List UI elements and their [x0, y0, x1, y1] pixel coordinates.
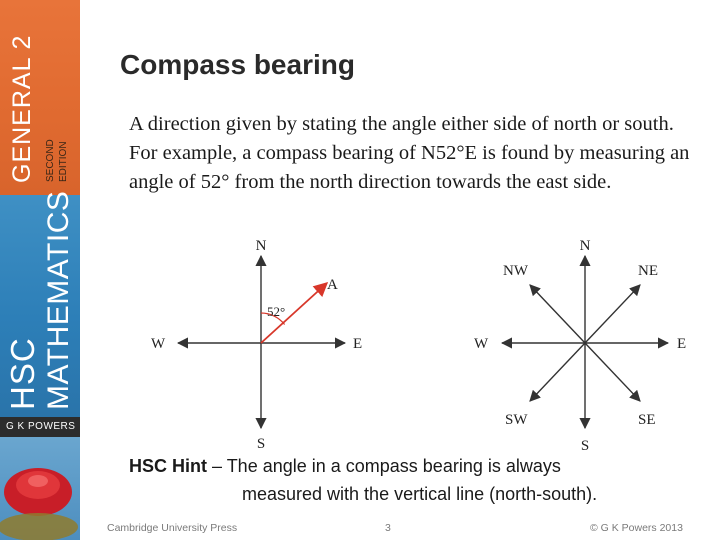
compass-se-arrow: [585, 343, 640, 401]
cover-brand-mathematics: MATHEMATICS: [42, 190, 75, 410]
compass-label-n: N: [579, 238, 591, 254]
cover-edition-line1: SECOND: [45, 139, 56, 182]
compass-label-e: E: [677, 336, 687, 352]
compass-label-w: W: [474, 336, 489, 352]
hint-lead: HSC Hint: [129, 456, 207, 476]
label-e: E: [353, 336, 363, 352]
compass-label-sw: SW: [505, 412, 528, 428]
label-w: W: [151, 336, 166, 352]
hsc-hint: [129, 452, 719, 508]
compass-label-s: S: [580, 438, 590, 454]
compass-ne-arrow: [585, 285, 640, 343]
footer-page-number: 3: [385, 522, 391, 534]
label-n: N: [255, 238, 267, 254]
label-point-a: A: [327, 277, 338, 293]
compass-label-ne: NE: [638, 263, 658, 279]
label-s: S: [256, 436, 266, 452]
slide-title: Compass bearing: [120, 49, 355, 80]
angle-label: 52°: [267, 304, 286, 319]
hint-dash: –: [207, 456, 227, 476]
bearing-example-diagram: [151, 238, 362, 452]
compass-nw-arrow: [530, 285, 585, 343]
eight-point-compass-diagram: [474, 238, 686, 454]
hint-line1: The angle in a compass bearing is always: [226, 456, 561, 476]
cover-series-title: GENERAL 2: [8, 34, 36, 183]
compass-sw-arrow: [530, 343, 585, 401]
cover-author: G K POWERS: [6, 421, 76, 432]
compass-label-se: SE: [638, 412, 656, 428]
footer-copyright: © G K Powers 2013: [590, 522, 683, 534]
cover-edition-line2: EDITION: [58, 141, 69, 182]
footer-publisher: Cambridge University Press: [107, 522, 238, 534]
hint-line2: measured with the vertical line (north-south).: [242, 484, 598, 504]
cover-brand-hsc: HSC: [4, 337, 41, 410]
compass-label-nw: NW: [503, 263, 528, 279]
definition-text: A direction given by stating the angle either side of north or south. For example, a compass bearing of N52°E is found by measuring an angle of 52° from the north direction towards the east side.: [129, 113, 690, 193]
